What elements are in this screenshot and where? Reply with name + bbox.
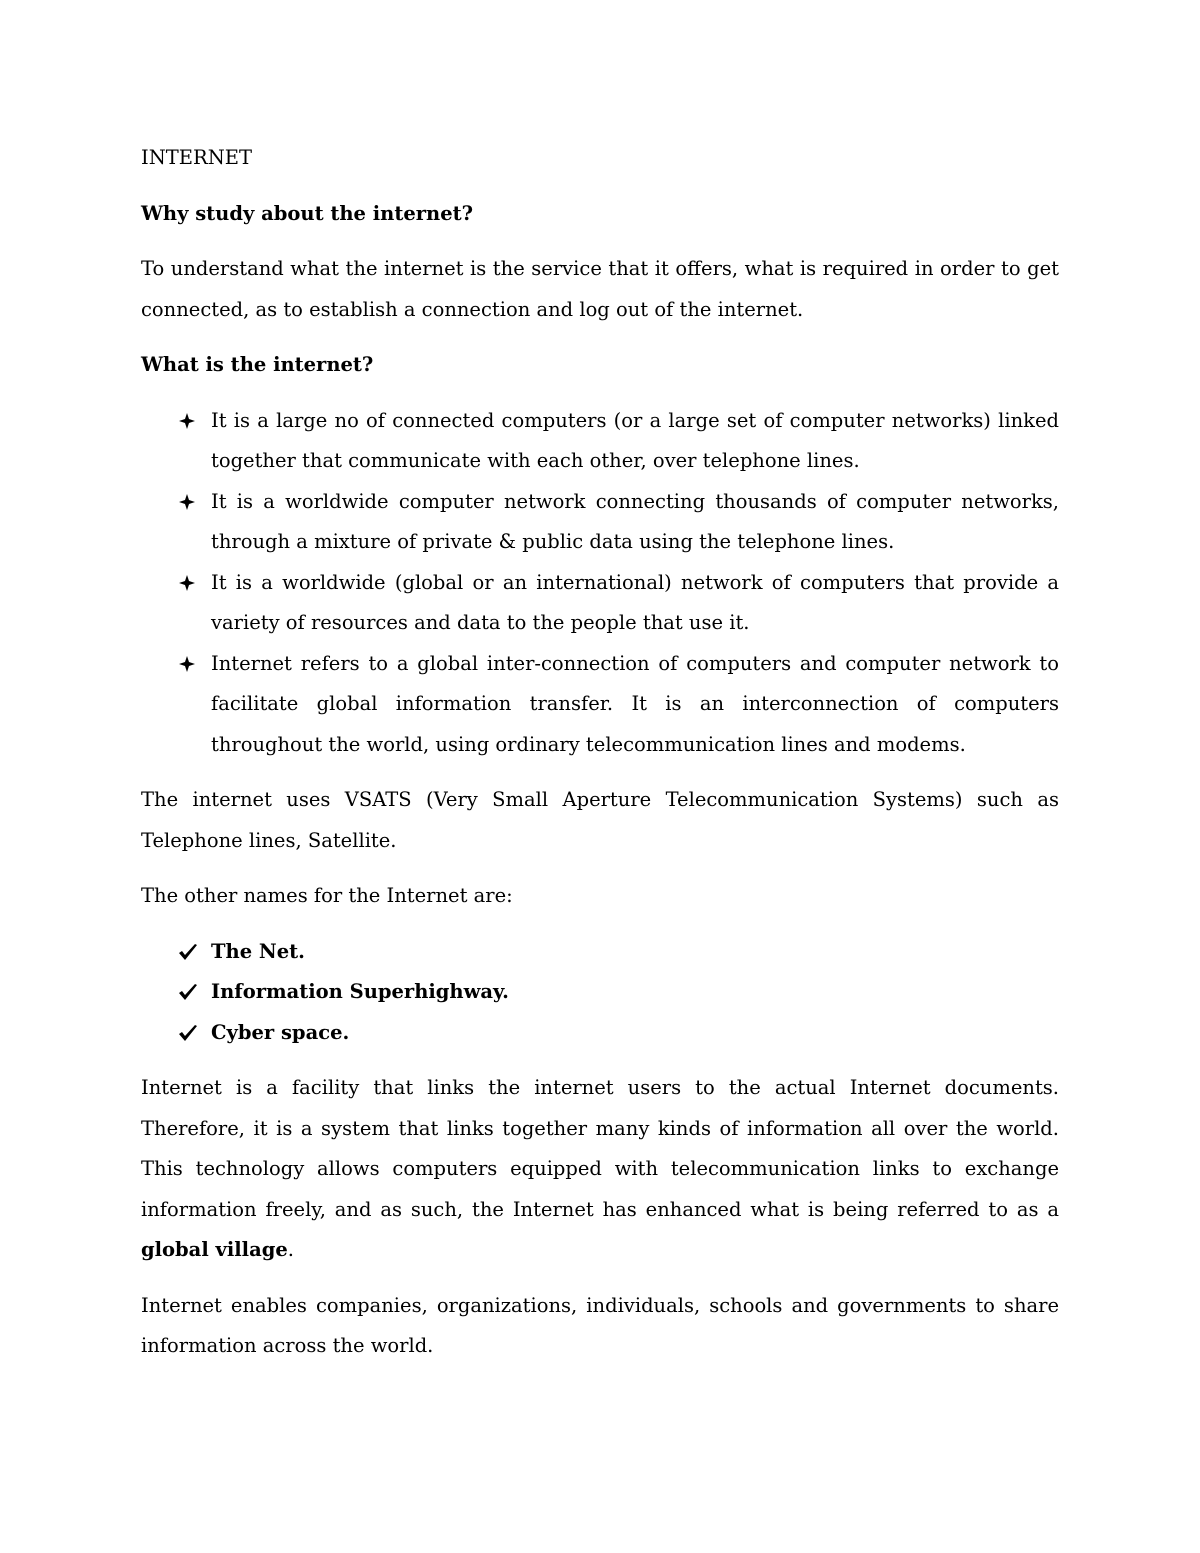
bullet-item xyxy=(141,401,1059,482)
document-title: INTERNET xyxy=(141,146,252,169)
other-name-text: Information Superhighway. xyxy=(211,980,509,1003)
list-item xyxy=(141,932,1059,973)
checkmark-icon xyxy=(177,1013,199,1054)
diamond-bullet-icon xyxy=(177,644,197,685)
section-heading-why-study: Why study about the internet? xyxy=(141,201,474,225)
bullet-text: It is a worldwide computer network connecting thousands of computer networks, through a mixture of private & public data using the telephone lines. xyxy=(211,489,1059,553)
definition-bullet-list xyxy=(141,401,1059,766)
facility-text-end: . xyxy=(287,1238,294,1261)
diamond-bullet-icon xyxy=(177,482,197,523)
checkmark-icon xyxy=(177,932,199,973)
facility-text: Internet is a facility that links the internet users to the actual Internet documents. Therefore, it is a system that links together many kinds of information all over the world. This technology allows computers equipped with telecommunication links to exchange information freely, and as such, the Internet has enhanced what is being referred to as a xyxy=(141,1076,1059,1221)
paragraph-vsats: The internet uses VSATS (Very Small Aperture Telecommunication Systems) such as Telephone lines, Satellite. xyxy=(141,788,1059,852)
other-names-list xyxy=(141,932,1059,1054)
document-page xyxy=(141,138,1059,1382)
paragraph-why-study: To understand what the internet is the service that it offers, what is required in order to get connected, as to establish a connection and log out of the internet. xyxy=(141,257,1059,321)
bullet-text: It is a large no of connected computers (or a large set of computer networks) linked together that communicate with each other, over telephone lines. xyxy=(211,408,1059,472)
section-heading-what-is: What is the internet? xyxy=(141,353,374,376)
diamond-bullet-icon xyxy=(177,563,197,604)
list-item xyxy=(141,1013,1059,1054)
paragraph-enables: Internet enables companies, organizations, individuals, schools and governments to share information across the world. xyxy=(141,1293,1059,1357)
bullet-item xyxy=(141,563,1059,644)
bullet-item xyxy=(141,644,1059,766)
global-village-term: global village xyxy=(141,1238,288,1261)
bullet-text: It is a worldwide (global or an international) network of computers that provide a variety of resources and data to the people that use it. xyxy=(211,570,1059,634)
other-name-text: The Net. xyxy=(211,939,305,963)
diamond-bullet-icon xyxy=(177,401,197,442)
paragraph-other-names-intro: The other names for the Internet are: xyxy=(141,884,513,907)
paragraph-facility xyxy=(141,1068,1059,1271)
bullet-item xyxy=(141,482,1059,563)
checkmark-icon xyxy=(177,972,199,1013)
other-name-text: Cyber space. xyxy=(211,1020,350,1044)
bullet-text: Internet refers to a global inter-connection of computers and computer network to facilitate global information transfer. It is an interconnection of computers throughout the world, using ordinary telecommunication lines and modems. xyxy=(211,651,1059,756)
list-item xyxy=(141,972,1059,1013)
